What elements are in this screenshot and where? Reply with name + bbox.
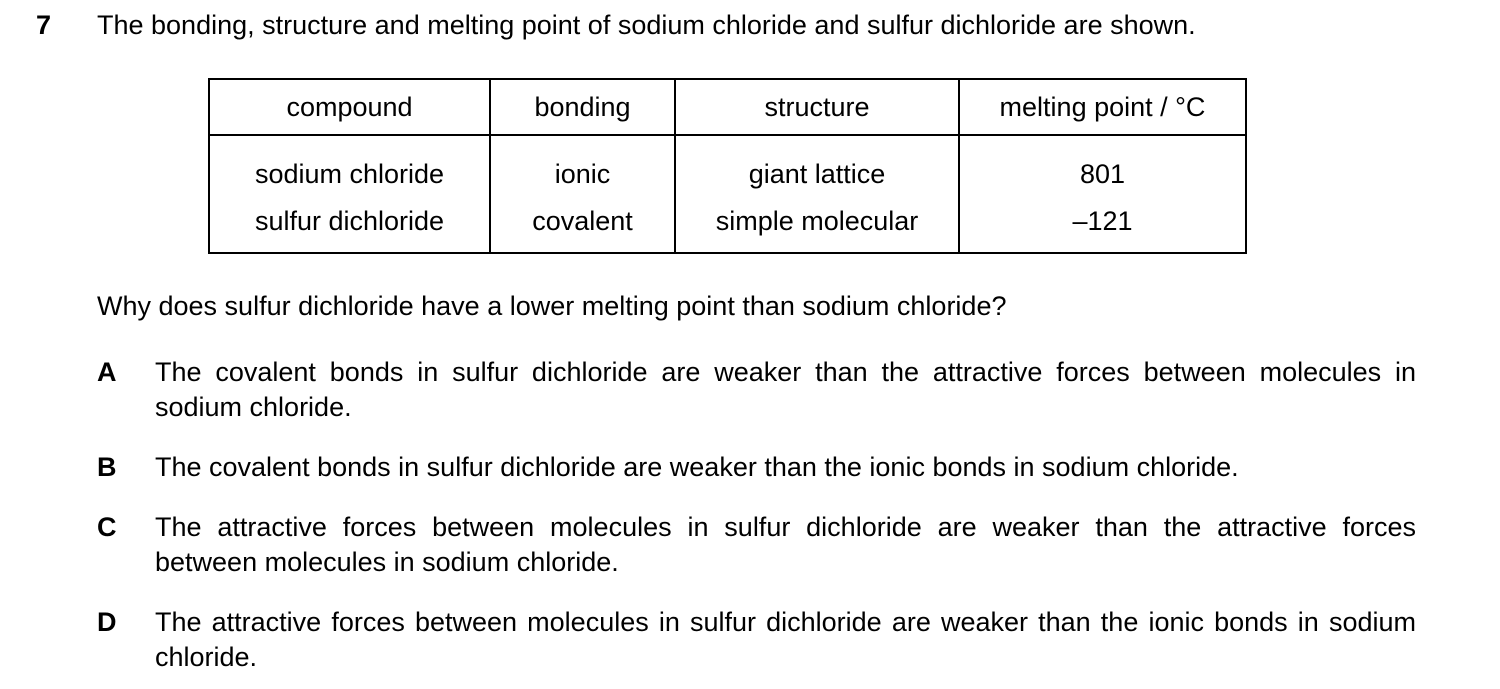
option-text: The attractive forces between molecules in sulfur dichloride are weaker than the ionic bonds in sodium chloride. xyxy=(155,607,1416,672)
option-d[interactable] xyxy=(97,605,1416,675)
option-text: The covalent bonds in sulfur dichloride are weaker than the attractive forces between molecules in sodium chloride. xyxy=(155,357,1416,422)
option-c[interactable] xyxy=(97,510,1416,580)
header-compound: compound xyxy=(209,79,490,135)
cell-structure: simple molecular xyxy=(675,206,959,253)
option-letter: B xyxy=(97,452,117,482)
question-number: 7 xyxy=(36,10,52,40)
question-prompt: Why does sulfur dichloride have a lower melting point than sodium chloride? xyxy=(97,291,1007,321)
cell-melting-point: 801 xyxy=(959,135,1246,206)
question-stem: The bonding, structure and melting point of sodium chloride and sulfur dichloride are shown. xyxy=(97,10,1196,40)
option-text: The covalent bonds in sulfur dichloride are weaker than the ionic bonds in sodium chloride. xyxy=(155,452,1239,482)
cell-structure: giant lattice xyxy=(675,135,959,206)
cell-compound: sulfur dichloride xyxy=(209,206,490,253)
table-row xyxy=(209,206,1246,253)
cell-bonding: ionic xyxy=(490,135,675,206)
option-a[interactable] xyxy=(97,355,1416,425)
option-letter: C xyxy=(97,512,117,542)
header-bonding: bonding xyxy=(490,79,675,135)
data-table xyxy=(208,78,1247,254)
table-row xyxy=(209,135,1246,206)
table-header-row xyxy=(209,79,1246,135)
option-b[interactable] xyxy=(97,450,1416,485)
option-text: The attractive forces between molecules in sulfur dichloride are weaker than the attractive forces between molecules in sodium chloride. xyxy=(155,512,1416,577)
option-letter: A xyxy=(97,357,117,387)
header-structure: structure xyxy=(675,79,959,135)
header-melting-point: melting point / °C xyxy=(959,79,1246,135)
option-letter: D xyxy=(97,607,117,637)
cell-bonding: covalent xyxy=(490,206,675,253)
cell-melting-point: –121 xyxy=(959,206,1246,253)
cell-compound: sodium chloride xyxy=(209,135,490,206)
